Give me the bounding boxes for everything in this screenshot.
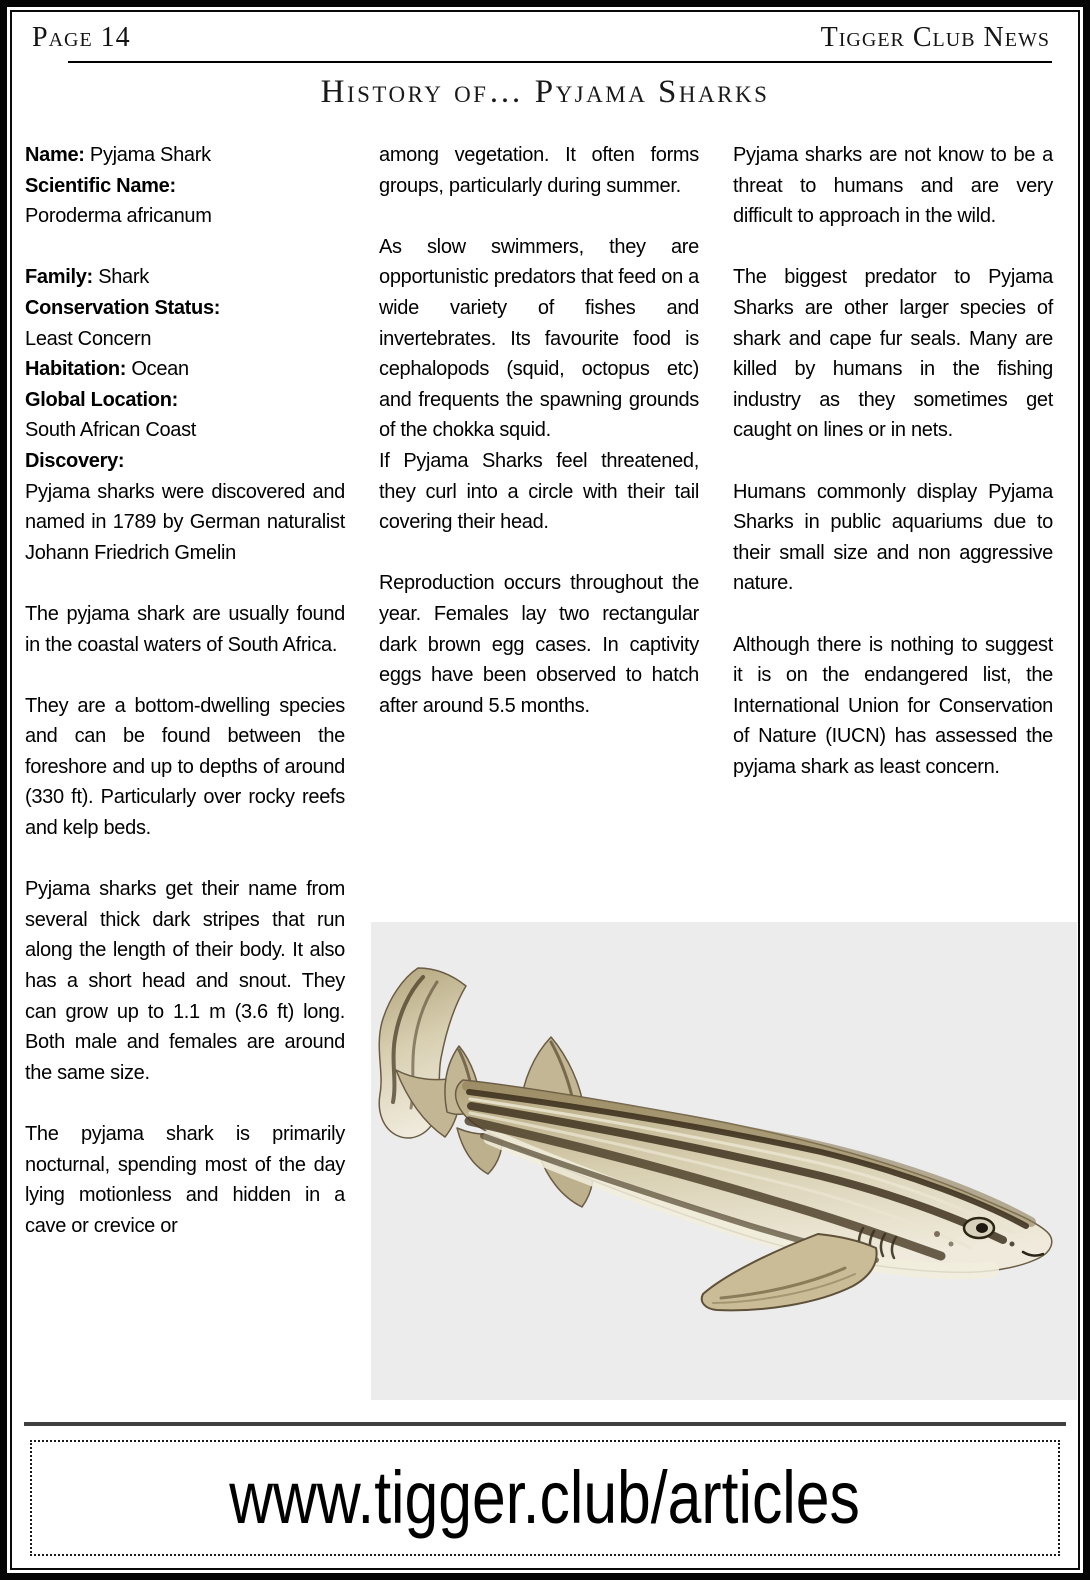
website-url: www.tigger.club/articles xyxy=(229,1456,861,1539)
spec-label: Family: xyxy=(25,266,93,289)
spec-label: Discovery: xyxy=(25,449,125,472)
spec-value: Least Concern xyxy=(25,327,152,350)
spec-label: Conservation Status: xyxy=(25,296,221,319)
spec-label: Habitation: xyxy=(25,358,127,381)
paragraph: The pyjama shark are usually found in the coastal waters of South Africa. xyxy=(25,602,345,656)
spec-line-conservation xyxy=(25,293,345,324)
spec-line-location-value xyxy=(25,415,345,446)
spec-label: Global Location: xyxy=(25,388,178,411)
spec-line-family xyxy=(25,262,345,293)
spec-line-global-location xyxy=(25,385,345,416)
spec-label: Scientific Name: xyxy=(25,174,176,197)
spec-line-name xyxy=(25,140,345,171)
spec-value: Ocean xyxy=(131,358,189,381)
spec-value: Pyjama Shark xyxy=(89,144,211,166)
paragraph: among vegetation. It often forms groups, particularly during summer. xyxy=(379,144,699,197)
column-1 xyxy=(25,140,345,1241)
paragraph: Reproduction occurs throughout the year. Females lay two rectangular dark brown egg cases. In captivity eggs have been observed to hatch after around 5.5 months. xyxy=(379,572,699,717)
spec-line-scientific-name xyxy=(25,171,345,202)
article-title: History of… Pyjama Sharks xyxy=(320,74,770,110)
paragraph: They are a bottom-dwelling species and can be found between the foreshore and up to depths of around (330 ft). Particularly over rocky reefs and kelp beds. xyxy=(25,694,345,840)
spec-value: Poroderma africanum xyxy=(25,205,212,228)
pyjama-shark-drawing xyxy=(371,922,1077,1400)
paragraph: Although there is nothing to suggest it is on the endangered list, the International Union for Conservation of Nature (IUCN) has assessed the pyjama shark as least concern. xyxy=(733,633,1053,778)
footer-link-box xyxy=(30,1440,1060,1556)
pyjama-shark-illustration xyxy=(371,922,1077,1400)
paragraph: The pyjama shark is primarily nocturnal, spending most of the day lying motionless and hidden in a cave or crevice or xyxy=(25,1123,345,1237)
paragraph: If Pyjama Sharks feel threatened, they curl into a circle with their tail covering their head. xyxy=(379,449,699,534)
paragraph: Humans commonly display Pyjama Sharks in public aquariums due to their small size and non aggressive nature. xyxy=(733,480,1053,595)
header-divider xyxy=(68,61,1052,63)
spec-line-discovery xyxy=(25,446,345,477)
spec-value: South African Coast xyxy=(25,419,197,442)
paragraph: Pyjama sharks were discovered and named in 1789 by German naturalist Johann Friedrich Gmelin xyxy=(25,480,345,564)
paragraph: As slow swimmers, they are opportunistic predators that feed on a wide variety of fishes and invertebrates. Its favourite food is cephalopods (squid, octopus etc) and frequents the spawning grounds of the chokka squid. xyxy=(379,235,699,442)
masthead-title: Tigger Club News xyxy=(820,22,1050,53)
spec-line-scientific-value xyxy=(25,201,345,232)
paragraph: Pyjama sharks are not know to be a threat to humans and are very difficult to approach in the wild. xyxy=(733,144,1053,228)
footer-divider xyxy=(24,1422,1066,1426)
spec-line-habitation xyxy=(25,354,345,385)
page-number-label: Page 14 xyxy=(32,22,131,53)
page-header xyxy=(32,22,1050,54)
spec-value: Shark xyxy=(98,266,149,289)
blank-line xyxy=(25,232,345,263)
spec-line-conservation-value xyxy=(25,324,345,355)
spec-label: Name: xyxy=(25,144,85,166)
paragraph: Pyjama sharks get their name from several thick dark stripes that run along the length of their body. It also has a short head and snout. They can grow up to 1.1 m (3.6 ft) long. Both male and females are around the same size. xyxy=(25,878,345,1084)
paragraph: The biggest predator to Pyjama Sharks are other larger species of shark and cape fur seals. Many are killed by humans in the fishing industry as they sometimes get caught on lines or in nets. xyxy=(733,266,1053,442)
